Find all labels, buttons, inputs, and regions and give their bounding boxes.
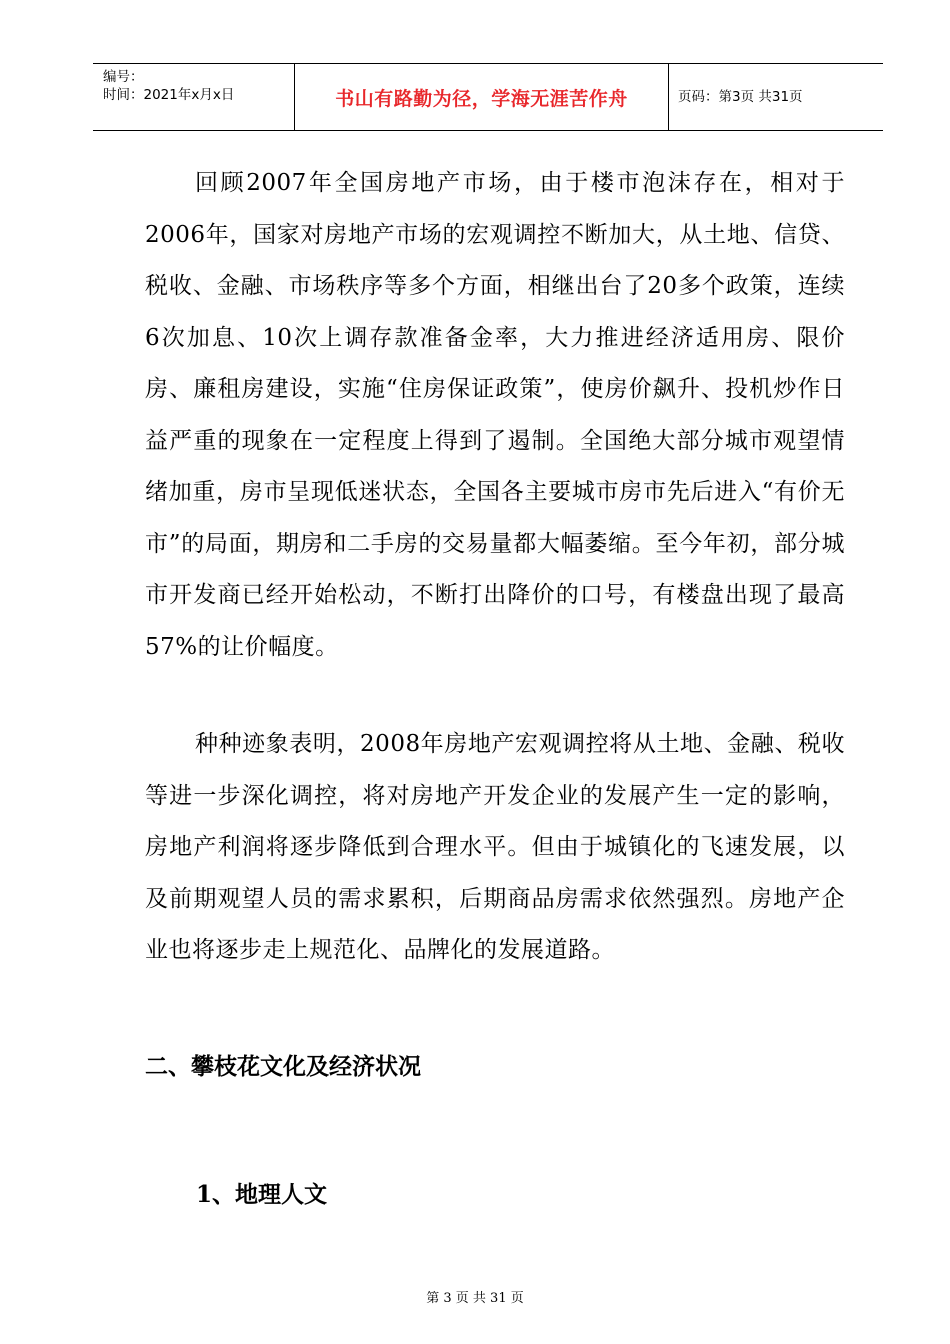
document-number-label: 编号： [103, 69, 144, 85]
document-time-label: 时间：2021年x月x日 [103, 87, 235, 103]
header-meta-cell [93, 64, 294, 130]
body-paragraph-1: 回顾2007年全国房地产市场，由于楼市泡沫存在，相对于2006年，国家对房地产市场的宏观调控不断加大，从土地、信贷、税收、金融、市场秩序等多个方面，相继出台了20多个政策，连续6次加息、10次上调存款准备金率，大力推进经济适用房、限价房、廉租房建设，实施“住房保证政策”，使房价飙升、投机炒作日益严重的现象在一定程度上得到了遏制。全国绝大部分城市观望情绪加重，房市呈现低迷状态，全国各主要城市房市先后进入“有价无市”的局面，期房和二手房的交易量都大幅萎缩。至今年初，部分城市开发商已经开始松动，不断打出降价的口号，有楼盘出现了最高57%的让价幅度。 [145, 170, 845, 660]
subsection-heading: 1、地理人文 [196, 1181, 328, 1208]
body-paragraph-2: 种种迹象表明，2008年房地产宏观调控将从土地、金融、税收等进一步深化调控，将对房地产开发企业的发展产生一定的影响，房地产利润将逐步降低到合理水平。但由于城镇化的飞速发展，以及前期观望人员的需求累积，后期商品房需求依然强烈。房地产企业也将逐步走上规范化、品牌化的发展道路。 [145, 731, 845, 963]
header-motto-cell [294, 64, 669, 130]
page-header [93, 63, 883, 131]
page-footer: 第 3 页 共 31 页 [426, 1291, 524, 1306]
header-page-info: 页码：第3页 共31页 [678, 89, 803, 105]
header-motto: 书山有路勤为径，学海无涯苦作舟 [335, 87, 628, 110]
header-page-cell [668, 64, 883, 130]
section-heading: 二、攀枝花文化及经济状况 [145, 1053, 421, 1080]
